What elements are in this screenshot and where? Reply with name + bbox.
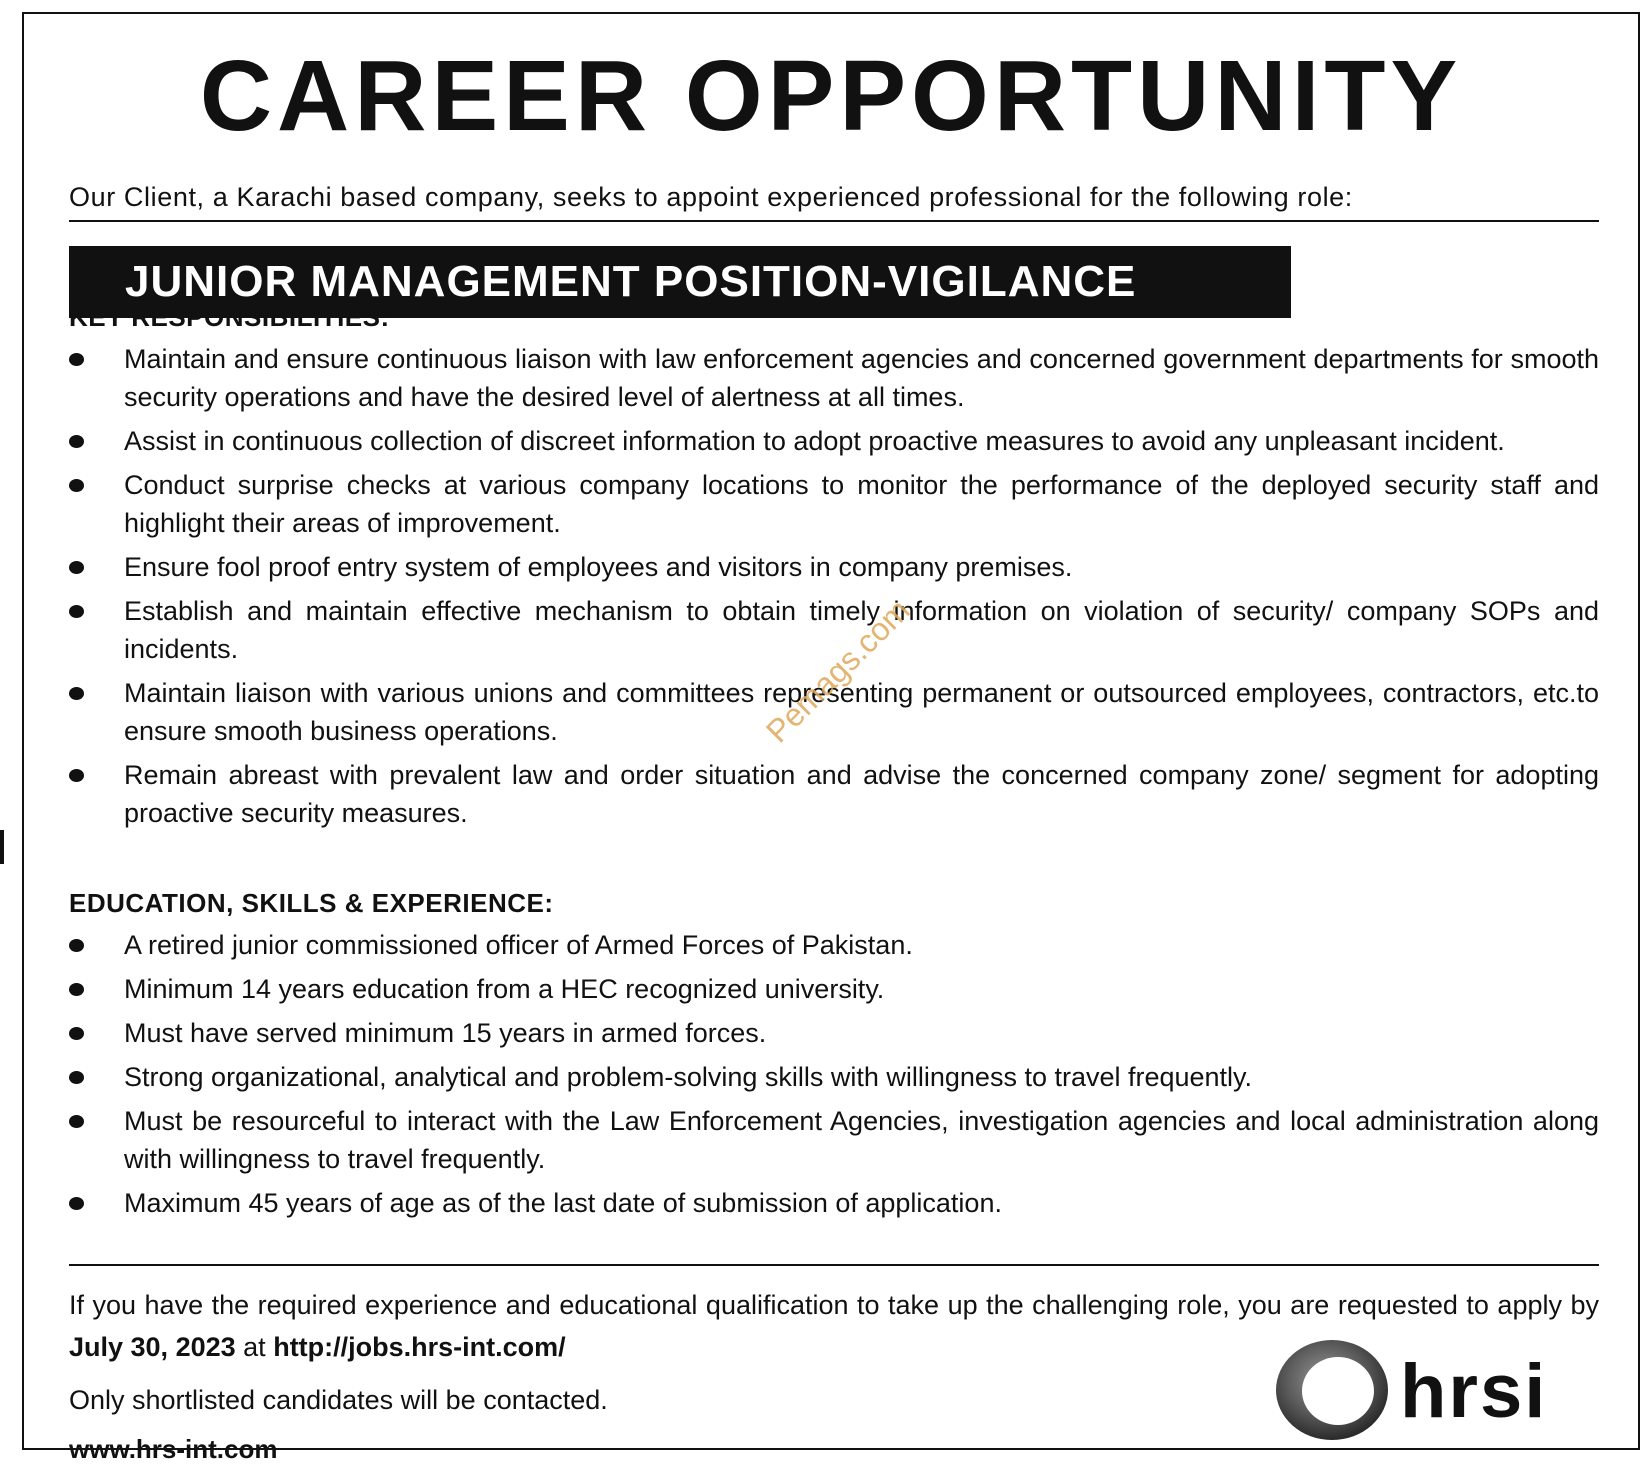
bullet-icon bbox=[69, 353, 84, 366]
ad-content bbox=[24, 14, 1638, 1464]
bullet-icon bbox=[69, 939, 84, 952]
responsibilities-list bbox=[69, 340, 1599, 838]
bullet-icon bbox=[69, 435, 84, 448]
closing-sentence: If you have the required experience and educational qualification to take up the challenging role, you are requested to apply by bbox=[69, 1290, 1599, 1320]
list-item: Must have served minimum 15 years in armed forces. bbox=[69, 1014, 1599, 1052]
list-item: Minimum 14 years education from a HEC recognized university. bbox=[69, 970, 1599, 1008]
shortlist-note: Only shortlisted candidates will be contacted. bbox=[69, 1385, 608, 1415]
bottom-divider bbox=[69, 1264, 1599, 1266]
bullet-icon bbox=[69, 1071, 84, 1084]
list-item: Establish and maintain effective mechanism to obtain timely information on violation of security/ company SOPs and incidents. bbox=[69, 592, 1599, 668]
intro-text: Our Client, a Karachi based company, seeks to appoint experienced professional for the following role: bbox=[69, 182, 1353, 212]
deadline-date: July 30, 2023 bbox=[69, 1332, 236, 1362]
list-item: Assist in continuous collection of discreet information to adopt proactive measures to avoid any unpleasant incident. bbox=[69, 422, 1599, 460]
education-heading: EDUCATION, SKILLS & EXPERIENCE: bbox=[69, 888, 554, 918]
top-divider bbox=[69, 220, 1599, 222]
edge-mark bbox=[0, 830, 4, 864]
list-item: Strong organizational, analytical and problem-solving skills with willingness to travel frequently. bbox=[69, 1058, 1599, 1096]
watermark-text: Pemags.com bbox=[759, 591, 917, 750]
logo-wordmark: hrsi bbox=[1400, 1349, 1548, 1434]
bullet-icon bbox=[69, 605, 84, 618]
website-link[interactable]: www.hrs-int.com bbox=[69, 1434, 278, 1464]
list-item: Must be resourceful to interact with the Law Enforcement Agencies, investigation agencies and local administration along with willingness to travel frequently. bbox=[69, 1102, 1599, 1178]
position-title: JUNIOR MANAGEMENT POSITION-VIGILANCE bbox=[125, 257, 1137, 306]
list-item: Maximum 45 years of age as of the last date of submission of application. bbox=[69, 1184, 1599, 1222]
list-item: Conduct surprise checks at various company locations to monitor the performance of the deployed security staff and highlight their areas of improvement. bbox=[69, 466, 1599, 542]
bullet-icon bbox=[69, 479, 84, 492]
list-item: Maintain liaison with various unions and committees representing permanent or outsourced employees, contractors, etc.to ensure smooth business operations. bbox=[69, 674, 1599, 750]
education-list bbox=[69, 926, 1599, 1228]
bullet-icon bbox=[69, 687, 84, 700]
page-title: CAREER OPPORTUNITY bbox=[199, 40, 1463, 152]
list-item: Maintain and ensure continuous liaison with law enforcement agencies and concerned government departments for smooth security operations and have the desired level of alertness at all times. bbox=[69, 340, 1599, 416]
bullet-icon bbox=[69, 1197, 84, 1210]
list-item: Remain abreast with prevalent law and order situation and advise the concerned company zone/ segment for adopting proactive security measures. bbox=[69, 756, 1599, 832]
bullet-icon bbox=[69, 769, 84, 782]
bullet-icon bbox=[69, 1027, 84, 1040]
closing-connector: at bbox=[243, 1332, 266, 1362]
responsibilities-heading: KEY RESPONSIBILITIES: bbox=[69, 302, 390, 332]
bullet-icon bbox=[69, 561, 84, 574]
apply-link[interactable]: http://jobs.hrs-int.com/ bbox=[273, 1332, 566, 1362]
bullet-icon bbox=[69, 983, 84, 996]
bullet-icon bbox=[69, 1115, 84, 1128]
list-item: A retired junior commissioned officer of Armed Forces of Pakistan. bbox=[69, 926, 1599, 964]
list-item: Ensure fool proof entry system of employees and visitors in company premises. bbox=[69, 548, 1599, 586]
